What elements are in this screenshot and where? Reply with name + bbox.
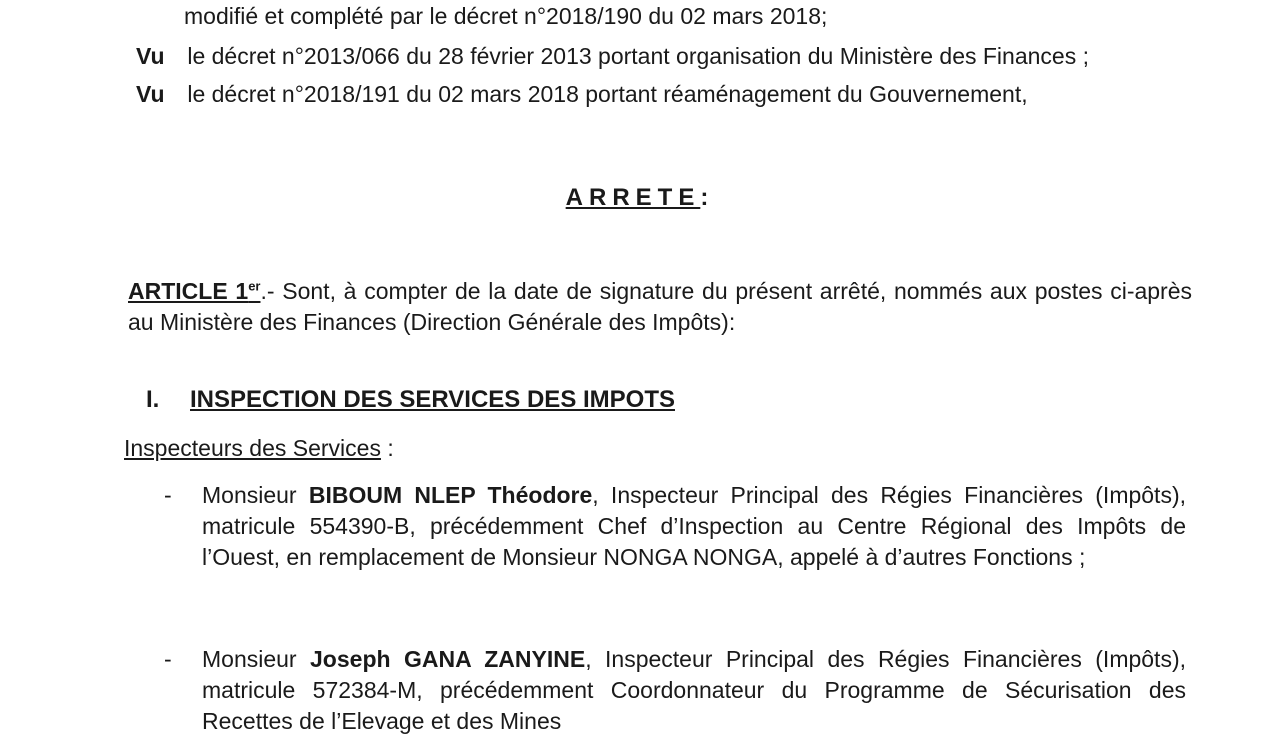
section-title: INSPECTION DES SERVICES DES IMPOTS: [190, 386, 675, 413]
vu-text: le décret n°2013/066 du 28 février 2013 portant organisation du Ministère des Finances ;: [187, 43, 1089, 69]
subheading-suffix: :: [380, 435, 394, 461]
arrete-colon: :: [700, 184, 715, 211]
entry-text: , Inspecteur Principal des Régies Financières (Impôts), matricule 572384-M, précédemment Coordonnateur du Programme de Sécurisation des Recettes de l’Elevage et des Mines: [202, 646, 1186, 734]
entry-prefix: Monsieur: [202, 646, 311, 672]
section-heading: [146, 386, 675, 414]
vu-clause-2: [136, 80, 1028, 108]
arrete-heading: [0, 184, 1280, 212]
entry-1: [202, 480, 1186, 573]
subheading: [124, 434, 394, 462]
entry-2: [202, 644, 1186, 737]
arrete-title: ARRETE: [565, 184, 701, 211]
vu-clause-1: [136, 42, 1089, 70]
subheading-text: Inspecteurs des Services: [124, 435, 381, 461]
entry-text: , Inspecteur Principal des Régies Financières (Impôts), matricule 554390-B, précédemment Chef d’Inspection au Centre Régional des Impôts de l’Ouest, en remplacement de Monsieur NONGA NONGA, appelé à d’autres Fonctions ;: [202, 482, 1186, 570]
article-1: [128, 276, 1192, 338]
preamble-line-0: modifié et complété par le décret n°2018/190 du 02 mars 2018;: [184, 3, 828, 29]
vu-label: Vu: [136, 43, 165, 69]
article-text: .- Sont, à compter de la date de signature du présent arrêté, nommés aux postes ci-après au Ministère des Finances (Direction Générale des Impôts):: [128, 278, 1193, 335]
vu-label: Vu: [136, 81, 165, 107]
article-label: ARTICLE 1er: [128, 278, 261, 304]
entry-dash: -: [164, 482, 172, 508]
entry-name: Joseph GANA ZANYINE: [310, 646, 586, 672]
entry-name: BIBOUM NLEP Théodore: [308, 482, 593, 508]
section-number: I.: [146, 386, 160, 413]
entry-prefix: Monsieur: [202, 482, 309, 508]
entry-dash: -: [164, 646, 172, 672]
vu-text: le décret n°2018/191 du 02 mars 2018 portant réaménagement du Gouvernement,: [187, 81, 1028, 107]
